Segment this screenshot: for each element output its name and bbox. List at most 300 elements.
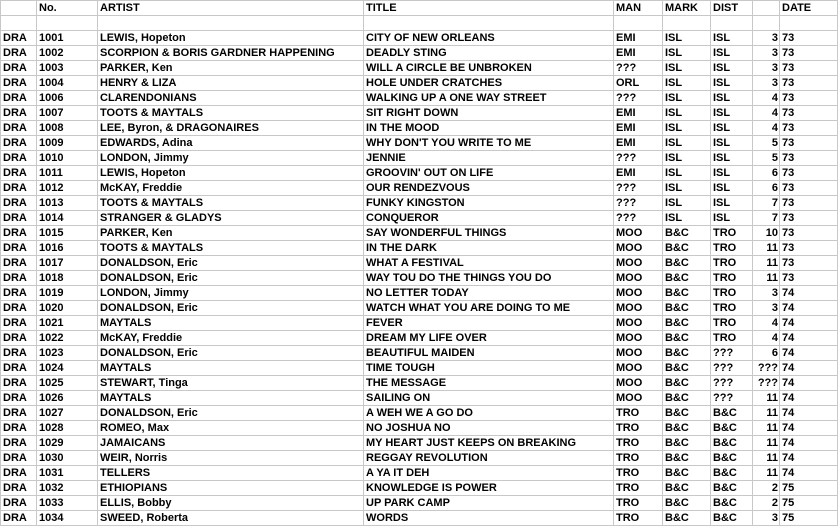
- label-cell[interactable]: DRA: [1, 406, 37, 421]
- mark-cell[interactable]: B&C: [663, 451, 711, 466]
- date-cell[interactable]: 74: [780, 406, 838, 421]
- date-cell[interactable]: 75: [780, 511, 838, 526]
- dist-cell[interactable]: ISL: [711, 31, 753, 46]
- mark-cell[interactable]: B&C: [663, 421, 711, 436]
- man-cell[interactable]: MOO: [614, 346, 663, 361]
- mark-cell[interactable]: ISL: [663, 136, 711, 151]
- n-cell[interactable]: 3: [753, 76, 780, 91]
- man-cell[interactable]: EMI: [614, 121, 663, 136]
- header-label-cell[interactable]: [1, 1, 37, 16]
- title-cell[interactable]: THE MESSAGE: [364, 376, 614, 391]
- no-cell[interactable]: 1003: [37, 61, 98, 76]
- man-cell[interactable]: TRO: [614, 406, 663, 421]
- label-cell[interactable]: DRA: [1, 211, 37, 226]
- n-cell[interactable]: 7: [753, 196, 780, 211]
- dist-cell[interactable]: ISL: [711, 136, 753, 151]
- artist-cell[interactable]: TELLERS: [98, 466, 364, 481]
- label-cell[interactable]: DRA: [1, 46, 37, 61]
- mark-cell[interactable]: ISL: [663, 106, 711, 121]
- title-cell[interactable]: JENNIE: [364, 151, 614, 166]
- date-cell[interactable]: 73: [780, 196, 838, 211]
- man-cell[interactable]: TRO: [614, 451, 663, 466]
- dist-cell[interactable]: TRO: [711, 256, 753, 271]
- n-cell[interactable]: 3: [753, 301, 780, 316]
- man-cell[interactable]: ???: [614, 61, 663, 76]
- no-cell[interactable]: 1023: [37, 346, 98, 361]
- man-cell[interactable]: MOO: [614, 376, 663, 391]
- no-cell[interactable]: 1018: [37, 271, 98, 286]
- date-cell[interactable]: 74: [780, 331, 838, 346]
- date-cell[interactable]: 74: [780, 361, 838, 376]
- artist-cell[interactable]: WEIR, Norris: [98, 451, 364, 466]
- artist-cell[interactable]: EDWARDS, Adina: [98, 136, 364, 151]
- dist-cell[interactable]: B&C: [711, 466, 753, 481]
- man-cell[interactable]: ORL: [614, 76, 663, 91]
- man-cell[interactable]: TRO: [614, 421, 663, 436]
- title-cell[interactable]: SAILING ON: [364, 391, 614, 406]
- blank-cell[interactable]: [37, 16, 98, 31]
- no-cell[interactable]: 1022: [37, 331, 98, 346]
- no-cell[interactable]: 1016: [37, 241, 98, 256]
- artist-cell[interactable]: DONALDSON, Eric: [98, 271, 364, 286]
- title-cell[interactable]: GROOVIN' OUT ON LIFE: [364, 166, 614, 181]
- mark-cell[interactable]: B&C: [663, 391, 711, 406]
- date-cell[interactable]: 74: [780, 376, 838, 391]
- artist-cell[interactable]: CLARENDONIANS: [98, 91, 364, 106]
- label-cell[interactable]: DRA: [1, 466, 37, 481]
- dist-cell[interactable]: B&C: [711, 496, 753, 511]
- label-cell[interactable]: DRA: [1, 256, 37, 271]
- artist-cell[interactable]: MAYTALS: [98, 391, 364, 406]
- man-cell[interactable]: TRO: [614, 496, 663, 511]
- artist-cell[interactable]: ETHIOPIANS: [98, 481, 364, 496]
- n-cell[interactable]: 3: [753, 511, 780, 526]
- dist-cell[interactable]: B&C: [711, 481, 753, 496]
- n-cell[interactable]: 11: [753, 256, 780, 271]
- mark-cell[interactable]: ISL: [663, 31, 711, 46]
- blank-cell[interactable]: [98, 16, 364, 31]
- mark-cell[interactable]: B&C: [663, 496, 711, 511]
- title-cell[interactable]: FUNKY KINGSTON: [364, 196, 614, 211]
- no-cell[interactable]: 1002: [37, 46, 98, 61]
- no-cell[interactable]: 1027: [37, 406, 98, 421]
- label-cell[interactable]: DRA: [1, 511, 37, 526]
- mark-cell[interactable]: B&C: [663, 301, 711, 316]
- title-cell[interactable]: DEADLY STING: [364, 46, 614, 61]
- date-cell[interactable]: 74: [780, 466, 838, 481]
- dist-cell[interactable]: ISL: [711, 181, 753, 196]
- label-cell[interactable]: DRA: [1, 421, 37, 436]
- label-cell[interactable]: DRA: [1, 376, 37, 391]
- date-cell[interactable]: 75: [780, 481, 838, 496]
- date-cell[interactable]: 74: [780, 391, 838, 406]
- title-cell[interactable]: IN THE MOOD: [364, 121, 614, 136]
- title-cell[interactable]: REGGAY REVOLUTION: [364, 451, 614, 466]
- date-cell[interactable]: 74: [780, 421, 838, 436]
- title-cell[interactable]: WHAT A FESTIVAL: [364, 256, 614, 271]
- title-cell[interactable]: WAY TOU DO THE THINGS YOU DO: [364, 271, 614, 286]
- label-cell[interactable]: DRA: [1, 166, 37, 181]
- label-cell[interactable]: DRA: [1, 226, 37, 241]
- date-cell[interactable]: 73: [780, 61, 838, 76]
- label-cell[interactable]: DRA: [1, 61, 37, 76]
- artist-cell[interactable]: JAMAICANS: [98, 436, 364, 451]
- man-cell[interactable]: MOO: [614, 241, 663, 256]
- man-cell[interactable]: EMI: [614, 31, 663, 46]
- date-cell[interactable]: 73: [780, 271, 838, 286]
- dist-cell[interactable]: B&C: [711, 406, 753, 421]
- mark-cell[interactable]: B&C: [663, 316, 711, 331]
- n-cell[interactable]: 11: [753, 436, 780, 451]
- n-cell[interactable]: 4: [753, 91, 780, 106]
- man-cell[interactable]: MOO: [614, 331, 663, 346]
- mark-cell[interactable]: ISL: [663, 91, 711, 106]
- no-cell[interactable]: 1030: [37, 451, 98, 466]
- no-cell[interactable]: 1031: [37, 466, 98, 481]
- no-cell[interactable]: 1004: [37, 76, 98, 91]
- label-cell[interactable]: DRA: [1, 451, 37, 466]
- n-cell[interactable]: 3: [753, 286, 780, 301]
- artist-cell[interactable]: MAYTALS: [98, 316, 364, 331]
- dist-cell[interactable]: TRO: [711, 286, 753, 301]
- date-cell[interactable]: 73: [780, 106, 838, 121]
- artist-cell[interactable]: MAYTALS: [98, 361, 364, 376]
- no-cell[interactable]: 1019: [37, 286, 98, 301]
- title-cell[interactable]: A YA IT DEH: [364, 466, 614, 481]
- header-title-cell[interactable]: TITLE: [364, 1, 614, 16]
- mark-cell[interactable]: B&C: [663, 226, 711, 241]
- n-cell[interactable]: 11: [753, 451, 780, 466]
- header-no-cell[interactable]: No.: [37, 1, 98, 16]
- mark-cell[interactable]: ISL: [663, 121, 711, 136]
- no-cell[interactable]: 1025: [37, 376, 98, 391]
- dist-cell[interactable]: ISL: [711, 61, 753, 76]
- n-cell[interactable]: 3: [753, 31, 780, 46]
- artist-cell[interactable]: STRANGER & GLADYS: [98, 211, 364, 226]
- n-cell[interactable]: 11: [753, 421, 780, 436]
- no-cell[interactable]: 1014: [37, 211, 98, 226]
- n-cell[interactable]: ???: [753, 361, 780, 376]
- dist-cell[interactable]: TRO: [711, 316, 753, 331]
- artist-cell[interactable]: LEWIS, Hopeton: [98, 31, 364, 46]
- title-cell[interactable]: SIT RIGHT DOWN: [364, 106, 614, 121]
- label-cell[interactable]: DRA: [1, 136, 37, 151]
- artist-cell[interactable]: DONALDSON, Eric: [98, 256, 364, 271]
- header-artist-cell[interactable]: ARTIST: [98, 1, 364, 16]
- title-cell[interactable]: TIME TOUGH: [364, 361, 614, 376]
- dist-cell[interactable]: ISL: [711, 151, 753, 166]
- man-cell[interactable]: ???: [614, 151, 663, 166]
- n-cell[interactable]: 5: [753, 151, 780, 166]
- no-cell[interactable]: 1010: [37, 151, 98, 166]
- label-cell[interactable]: DRA: [1, 361, 37, 376]
- artist-cell[interactable]: TOOTS & MAYTALS: [98, 196, 364, 211]
- man-cell[interactable]: MOO: [614, 286, 663, 301]
- n-cell[interactable]: 11: [753, 406, 780, 421]
- mark-cell[interactable]: B&C: [663, 361, 711, 376]
- date-cell[interactable]: 73: [780, 91, 838, 106]
- blank-cell[interactable]: [753, 16, 780, 31]
- blank-cell[interactable]: [614, 16, 663, 31]
- dist-cell[interactable]: B&C: [711, 511, 753, 526]
- no-cell[interactable]: 1017: [37, 256, 98, 271]
- no-cell[interactable]: 1032: [37, 481, 98, 496]
- title-cell[interactable]: WHY DON'T YOU WRITE TO ME: [364, 136, 614, 151]
- label-cell[interactable]: DRA: [1, 496, 37, 511]
- title-cell[interactable]: WALKING UP A ONE WAY STREET: [364, 91, 614, 106]
- mark-cell[interactable]: B&C: [663, 331, 711, 346]
- artist-cell[interactable]: DONALDSON, Eric: [98, 301, 364, 316]
- artist-cell[interactable]: HENRY & LIZA: [98, 76, 364, 91]
- man-cell[interactable]: MOO: [614, 301, 663, 316]
- no-cell[interactable]: 1006: [37, 91, 98, 106]
- man-cell[interactable]: TRO: [614, 466, 663, 481]
- label-cell[interactable]: DRA: [1, 151, 37, 166]
- man-cell[interactable]: ???: [614, 211, 663, 226]
- date-cell[interactable]: 73: [780, 76, 838, 91]
- title-cell[interactable]: IN THE DARK: [364, 241, 614, 256]
- n-cell[interactable]: 5: [753, 136, 780, 151]
- dist-cell[interactable]: TRO: [711, 331, 753, 346]
- mark-cell[interactable]: ISL: [663, 46, 711, 61]
- date-cell[interactable]: 74: [780, 286, 838, 301]
- man-cell[interactable]: EMI: [614, 46, 663, 61]
- no-cell[interactable]: 1008: [37, 121, 98, 136]
- dist-cell[interactable]: TRO: [711, 271, 753, 286]
- no-cell[interactable]: 1029: [37, 436, 98, 451]
- n-cell[interactable]: 4: [753, 106, 780, 121]
- no-cell[interactable]: 1015: [37, 226, 98, 241]
- n-cell[interactable]: 10: [753, 226, 780, 241]
- dist-cell[interactable]: ISL: [711, 121, 753, 136]
- dist-cell[interactable]: ISL: [711, 91, 753, 106]
- artist-cell[interactable]: SWEED, Roberta: [98, 511, 364, 526]
- title-cell[interactable]: OUR RENDEZVOUS: [364, 181, 614, 196]
- man-cell[interactable]: ???: [614, 181, 663, 196]
- man-cell[interactable]: TRO: [614, 436, 663, 451]
- mark-cell[interactable]: B&C: [663, 346, 711, 361]
- dist-cell[interactable]: B&C: [711, 421, 753, 436]
- n-cell[interactable]: 6: [753, 181, 780, 196]
- label-cell[interactable]: DRA: [1, 241, 37, 256]
- label-cell[interactable]: DRA: [1, 106, 37, 121]
- dist-cell[interactable]: ISL: [711, 76, 753, 91]
- no-cell[interactable]: 1013: [37, 196, 98, 211]
- label-cell[interactable]: DRA: [1, 76, 37, 91]
- blank-cell[interactable]: [780, 16, 838, 31]
- artist-cell[interactable]: PARKER, Ken: [98, 61, 364, 76]
- date-cell[interactable]: 74: [780, 301, 838, 316]
- n-cell[interactable]: 6: [753, 166, 780, 181]
- title-cell[interactable]: FEVER: [364, 316, 614, 331]
- date-cell[interactable]: 73: [780, 31, 838, 46]
- dist-cell[interactable]: ISL: [711, 211, 753, 226]
- man-cell[interactable]: EMI: [614, 136, 663, 151]
- no-cell[interactable]: 1033: [37, 496, 98, 511]
- label-cell[interactable]: DRA: [1, 346, 37, 361]
- artist-cell[interactable]: DONALDSON, Eric: [98, 406, 364, 421]
- date-cell[interactable]: 74: [780, 346, 838, 361]
- artist-cell[interactable]: McKAY, Freddie: [98, 181, 364, 196]
- n-cell[interactable]: 11: [753, 466, 780, 481]
- no-cell[interactable]: 1021: [37, 316, 98, 331]
- n-cell[interactable]: 4: [753, 316, 780, 331]
- mark-cell[interactable]: B&C: [663, 286, 711, 301]
- artist-cell[interactable]: TOOTS & MAYTALS: [98, 106, 364, 121]
- title-cell[interactable]: CITY OF NEW ORLEANS: [364, 31, 614, 46]
- title-cell[interactable]: KNOWLEDGE IS POWER: [364, 481, 614, 496]
- no-cell[interactable]: 1007: [37, 106, 98, 121]
- label-cell[interactable]: DRA: [1, 91, 37, 106]
- date-cell[interactable]: 73: [780, 181, 838, 196]
- artist-cell[interactable]: DONALDSON, Eric: [98, 346, 364, 361]
- mark-cell[interactable]: B&C: [663, 406, 711, 421]
- man-cell[interactable]: MOO: [614, 361, 663, 376]
- title-cell[interactable]: HOLE UNDER CRATCHES: [364, 76, 614, 91]
- mark-cell[interactable]: B&C: [663, 481, 711, 496]
- date-cell[interactable]: 74: [780, 436, 838, 451]
- title-cell[interactable]: A WEH WE A GO DO: [364, 406, 614, 421]
- label-cell[interactable]: DRA: [1, 181, 37, 196]
- man-cell[interactable]: TRO: [614, 481, 663, 496]
- label-cell[interactable]: DRA: [1, 391, 37, 406]
- man-cell[interactable]: MOO: [614, 271, 663, 286]
- dist-cell[interactable]: ISL: [711, 166, 753, 181]
- title-cell[interactable]: WORDS: [364, 511, 614, 526]
- date-cell[interactable]: 74: [780, 316, 838, 331]
- dist-cell[interactable]: TRO: [711, 226, 753, 241]
- artist-cell[interactable]: ROMEO, Max: [98, 421, 364, 436]
- title-cell[interactable]: DREAM MY LIFE OVER: [364, 331, 614, 346]
- label-cell[interactable]: DRA: [1, 436, 37, 451]
- label-cell[interactable]: DRA: [1, 316, 37, 331]
- man-cell[interactable]: MOO: [614, 226, 663, 241]
- man-cell[interactable]: TRO: [614, 511, 663, 526]
- label-cell[interactable]: DRA: [1, 301, 37, 316]
- man-cell[interactable]: ???: [614, 196, 663, 211]
- title-cell[interactable]: CONQUEROR: [364, 211, 614, 226]
- no-cell[interactable]: 1001: [37, 31, 98, 46]
- n-cell[interactable]: 2: [753, 481, 780, 496]
- n-cell[interactable]: 11: [753, 271, 780, 286]
- date-cell[interactable]: 74: [780, 451, 838, 466]
- man-cell[interactable]: MOO: [614, 256, 663, 271]
- label-cell[interactable]: DRA: [1, 481, 37, 496]
- title-cell[interactable]: UP PARK CAMP: [364, 496, 614, 511]
- dist-cell[interactable]: ISL: [711, 196, 753, 211]
- no-cell[interactable]: 1020: [37, 301, 98, 316]
- dist-cell[interactable]: TRO: [711, 241, 753, 256]
- no-cell[interactable]: 1011: [37, 166, 98, 181]
- header-date-cell[interactable]: DATE: [780, 1, 838, 16]
- title-cell[interactable]: NO LETTER TODAY: [364, 286, 614, 301]
- artist-cell[interactable]: SCORPION & BORIS GARDNER HAPPENING: [98, 46, 364, 61]
- artist-cell[interactable]: LEWIS, Hopeton: [98, 166, 364, 181]
- artist-cell[interactable]: McKAY, Freddie: [98, 331, 364, 346]
- n-cell[interactable]: 3: [753, 46, 780, 61]
- artist-cell[interactable]: LONDON, Jimmy: [98, 151, 364, 166]
- label-cell[interactable]: DRA: [1, 31, 37, 46]
- man-cell[interactable]: MOO: [614, 316, 663, 331]
- blank-cell[interactable]: [1, 16, 37, 31]
- mark-cell[interactable]: ISL: [663, 166, 711, 181]
- mark-cell[interactable]: ISL: [663, 61, 711, 76]
- man-cell[interactable]: ???: [614, 91, 663, 106]
- label-cell[interactable]: DRA: [1, 331, 37, 346]
- artist-cell[interactable]: TOOTS & MAYTALS: [98, 241, 364, 256]
- label-cell[interactable]: DRA: [1, 271, 37, 286]
- mark-cell[interactable]: B&C: [663, 436, 711, 451]
- date-cell[interactable]: 73: [780, 226, 838, 241]
- mark-cell[interactable]: B&C: [663, 256, 711, 271]
- label-cell[interactable]: DRA: [1, 286, 37, 301]
- dist-cell[interactable]: ???: [711, 376, 753, 391]
- dist-cell[interactable]: ISL: [711, 46, 753, 61]
- no-cell[interactable]: 1012: [37, 181, 98, 196]
- header-man-cell[interactable]: MAN: [614, 1, 663, 16]
- date-cell[interactable]: 73: [780, 241, 838, 256]
- date-cell[interactable]: 75: [780, 496, 838, 511]
- blank-cell[interactable]: [711, 16, 753, 31]
- dist-cell[interactable]: ISL: [711, 106, 753, 121]
- mark-cell[interactable]: ISL: [663, 181, 711, 196]
- artist-cell[interactable]: LONDON, Jimmy: [98, 286, 364, 301]
- title-cell[interactable]: SAY WONDERFUL THINGS: [364, 226, 614, 241]
- no-cell[interactable]: 1026: [37, 391, 98, 406]
- date-cell[interactable]: 73: [780, 211, 838, 226]
- n-cell[interactable]: 7: [753, 211, 780, 226]
- mark-cell[interactable]: B&C: [663, 511, 711, 526]
- n-cell[interactable]: 4: [753, 331, 780, 346]
- date-cell[interactable]: 73: [780, 166, 838, 181]
- mark-cell[interactable]: ISL: [663, 76, 711, 91]
- artist-cell[interactable]: ELLIS, Bobby: [98, 496, 364, 511]
- dist-cell[interactable]: B&C: [711, 451, 753, 466]
- title-cell[interactable]: NO JOSHUA NO: [364, 421, 614, 436]
- date-cell[interactable]: 73: [780, 121, 838, 136]
- mark-cell[interactable]: ISL: [663, 211, 711, 226]
- man-cell[interactable]: EMI: [614, 106, 663, 121]
- date-cell[interactable]: 73: [780, 136, 838, 151]
- dist-cell[interactable]: TRO: [711, 301, 753, 316]
- no-cell[interactable]: 1009: [37, 136, 98, 151]
- mark-cell[interactable]: ISL: [663, 151, 711, 166]
- title-cell[interactable]: BEAUTIFUL MAIDEN: [364, 346, 614, 361]
- mark-cell[interactable]: B&C: [663, 271, 711, 286]
- mark-cell[interactable]: B&C: [663, 466, 711, 481]
- header-mark-cell[interactable]: MARK: [663, 1, 711, 16]
- mark-cell[interactable]: ISL: [663, 196, 711, 211]
- date-cell[interactable]: 73: [780, 46, 838, 61]
- n-cell[interactable]: 11: [753, 391, 780, 406]
- dist-cell[interactable]: ???: [711, 361, 753, 376]
- header-n-cell[interactable]: [753, 1, 780, 16]
- dist-cell[interactable]: ???: [711, 346, 753, 361]
- no-cell[interactable]: 1024: [37, 361, 98, 376]
- title-cell[interactable]: WATCH WHAT YOU ARE DOING TO ME: [364, 301, 614, 316]
- artist-cell[interactable]: STEWART, Tinga: [98, 376, 364, 391]
- blank-cell[interactable]: [364, 16, 614, 31]
- label-cell[interactable]: DRA: [1, 121, 37, 136]
- man-cell[interactable]: MOO: [614, 391, 663, 406]
- dist-cell[interactable]: B&C: [711, 436, 753, 451]
- date-cell[interactable]: 73: [780, 151, 838, 166]
- n-cell[interactable]: 4: [753, 121, 780, 136]
- title-cell[interactable]: MY HEART JUST KEEPS ON BREAKING: [364, 436, 614, 451]
- mark-cell[interactable]: B&C: [663, 376, 711, 391]
- n-cell[interactable]: 2: [753, 496, 780, 511]
- mark-cell[interactable]: B&C: [663, 241, 711, 256]
